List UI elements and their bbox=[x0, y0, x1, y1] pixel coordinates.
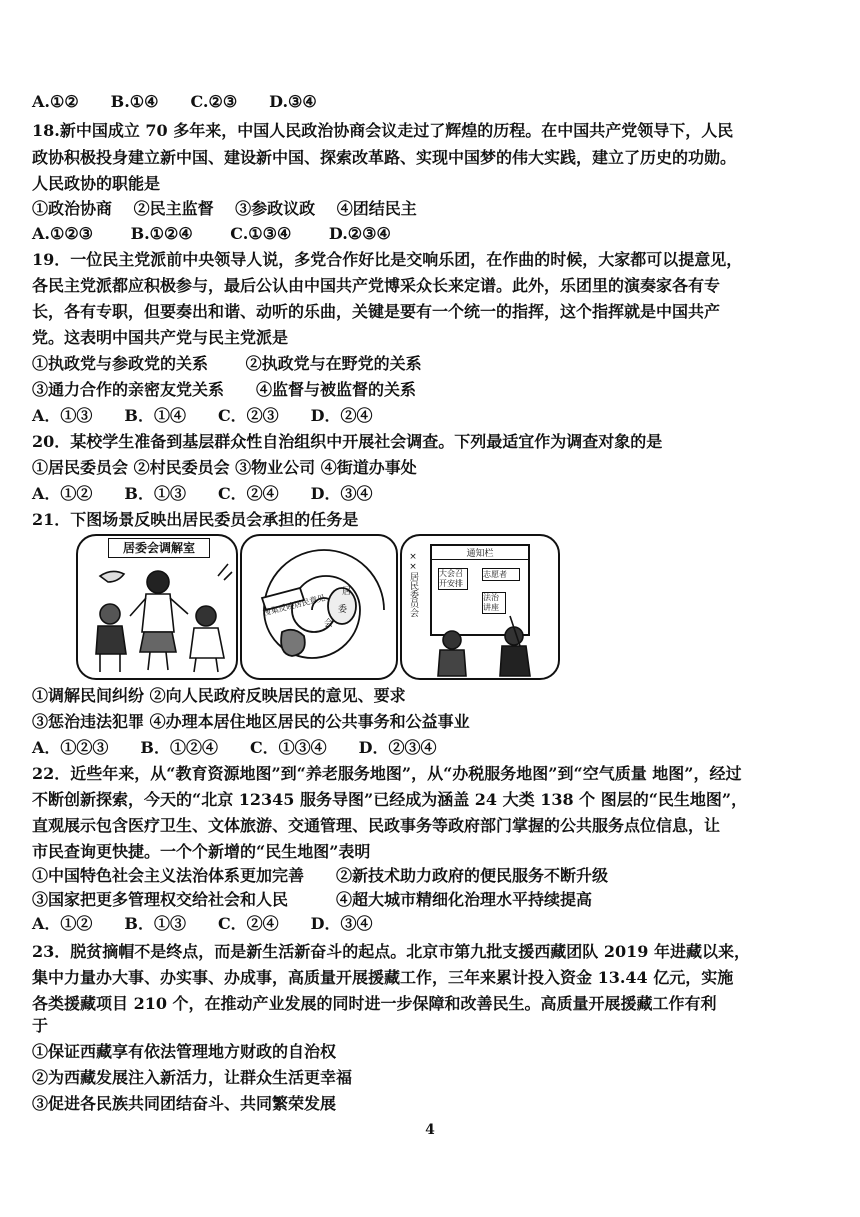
q19-choices-1: ①执政党与参政党的关系 ②执政党与在野党的关系 bbox=[32, 354, 422, 373]
svg-text:会: 会 bbox=[324, 619, 334, 629]
q21-choices-1: ①调解民间纠纷 ②向人民政府反映居民的意见、要求 bbox=[32, 686, 406, 705]
svg-text:委: 委 bbox=[338, 605, 348, 615]
q22-options: A．①② B．①③ C．②④ D．③④ bbox=[32, 914, 373, 933]
q21-choices-2: ③惩治违法犯罪 ④办理本居住地区居民的公共事务和公益事业 bbox=[32, 712, 470, 731]
q18-stem-3: 人民政协的职能是 bbox=[32, 174, 161, 193]
mediation-room-panel bbox=[76, 534, 238, 680]
page-number: 4 bbox=[425, 1122, 435, 1138]
q22-choices-1: ①中国特色社会主义法治体系更加完善 ②新技术助力政府的便民服务不断升级 bbox=[32, 866, 609, 885]
residents-reading-illustration bbox=[402, 536, 558, 678]
q17-options: A.①② B.①④ C.②③ D.③④ bbox=[32, 92, 317, 111]
q19-stem-3: 长，各有专职，但要奏出和谐、动听的乐曲，关键是要有一个统一的指挥，这个指挥就是中国共产 bbox=[32, 302, 721, 321]
q22-stem-3: 直观展示包含医疗卫生、文体旅游、交通管理、民政事务等政府部门掌握的公共服务点位信息，让 bbox=[32, 816, 721, 835]
notice-item-law-lecture: 法治讲座 bbox=[482, 592, 506, 614]
q20-options: A．①② B．①③ C．②④ D．③④ bbox=[32, 484, 373, 503]
q23-stem-3: 各类援藏项目 210 个，在推动产业发展的同时进一步保障和改善民生。高质量开展援藏工作有利 bbox=[32, 994, 717, 1013]
mediation-room-banner: 居委会调解室 bbox=[108, 538, 210, 558]
notice-board-panel bbox=[400, 534, 560, 680]
q23-stem-4: 于 bbox=[32, 1016, 49, 1035]
q18-stem-2: 政协积极投身建立新中国、建设新中国、探索改革路、实现中国梦的伟大实践，建立了历史的功勋。 bbox=[32, 148, 737, 167]
q23-choice-1: ①保证西藏享有依法管理地方财政的自治权 bbox=[32, 1042, 337, 1061]
q19-stem-4: 党。这表明中国共产党与民主党派是 bbox=[32, 328, 289, 347]
mediation-cartoon-illustration bbox=[78, 536, 236, 678]
q21-figure bbox=[76, 534, 560, 676]
q19-options: A．①③ B．①④ C．②③ D．②④ bbox=[32, 406, 373, 425]
q21-options: A．①②③ B．①②④ C．①③④ D．②③④ bbox=[32, 738, 437, 757]
q21-stem: 21．下图场景反映出居民委员会承担的任务是 bbox=[32, 510, 359, 529]
opinion-collection-panel bbox=[240, 534, 398, 680]
committee-side-sign: ××居民委员会 bbox=[408, 552, 418, 617]
q19-choices-2: ③通力合作的亲密友党关系 ④监督与被监督的关系 bbox=[32, 380, 417, 399]
q22-stem-2: 不断创新探索，今天的“北京 12345 服务导图”已经成为涵盖 24 大类 138 个 图层的“民生地图”， bbox=[32, 790, 748, 809]
q18-options: A.①②③ B.①②④ C.①③④ D.②③④ bbox=[32, 224, 391, 243]
q18-stem-1: 18.新中国成立 70 多年来，中国人民政治协商会议走过了辉煌的历程。在中国共产党领导下，人民 bbox=[32, 121, 734, 140]
q22-stem-1: 22．近些年来，从“教育资源地图”到“养老服务地图”，从“办税服务地图”到“空气质量 地图”，经过 bbox=[32, 764, 742, 783]
notice-item-meeting: 大会召开安排 bbox=[438, 568, 468, 590]
q22-stem-4: 市民查询更快捷。一个个新增的“民生地图”表明 bbox=[32, 842, 371, 861]
q23-stem-2: 集中力量办大事、办实事、办成事，高质量开展援藏工作，三年来累计投入资金 13.44 亿元，实施 bbox=[32, 968, 734, 987]
q23-stem-1: 23．脱贫摘帽不是终点，而是新生活新奋斗的起点。北京市第九批支援西藏团队 2019 年进藏以来， bbox=[32, 942, 750, 961]
q19-stem-1: 19．一位民主党派前中央领导人说，多党合作好比是交响乐团，在作曲的时候，大家都可以提意见， bbox=[32, 250, 743, 269]
q20-stem: 20．某校学生准备到基层群众性自治组织中开展社会调查。下列最适宜作为调查对象的是 bbox=[32, 432, 663, 451]
notice-board-title: 通知栏 bbox=[432, 546, 528, 560]
opinion-sign: 搜集反映居民意见 bbox=[261, 593, 327, 618]
q19-stem-2: 各民主党派都应积极参与，最后公认由中国共产党博采众长来定谱。此外，乐团里的演奏家各有专 bbox=[32, 276, 721, 295]
q20-choices: ①居民委员会 ②村民委员会 ③物业公司 ④街道办事处 bbox=[32, 458, 417, 477]
notice-item-volunteer: 志愿者 bbox=[482, 568, 520, 581]
q18-choices: ①政治协商 ②民主监督 ③参政议政 ④团结民主 bbox=[32, 199, 417, 218]
q23-choice-2: ②为西藏发展注入新活力，让群众生活更幸福 bbox=[32, 1068, 353, 1087]
q22-choices-2: ③国家把更多管理权交给社会和人民 ④超大城市精细化治理水平持续提高 bbox=[32, 890, 593, 909]
center-label-ju: 居 bbox=[342, 587, 352, 597]
q23-choice-3: ③促进各民族共同团结奋斗、共同繁荣发展 bbox=[32, 1094, 337, 1113]
